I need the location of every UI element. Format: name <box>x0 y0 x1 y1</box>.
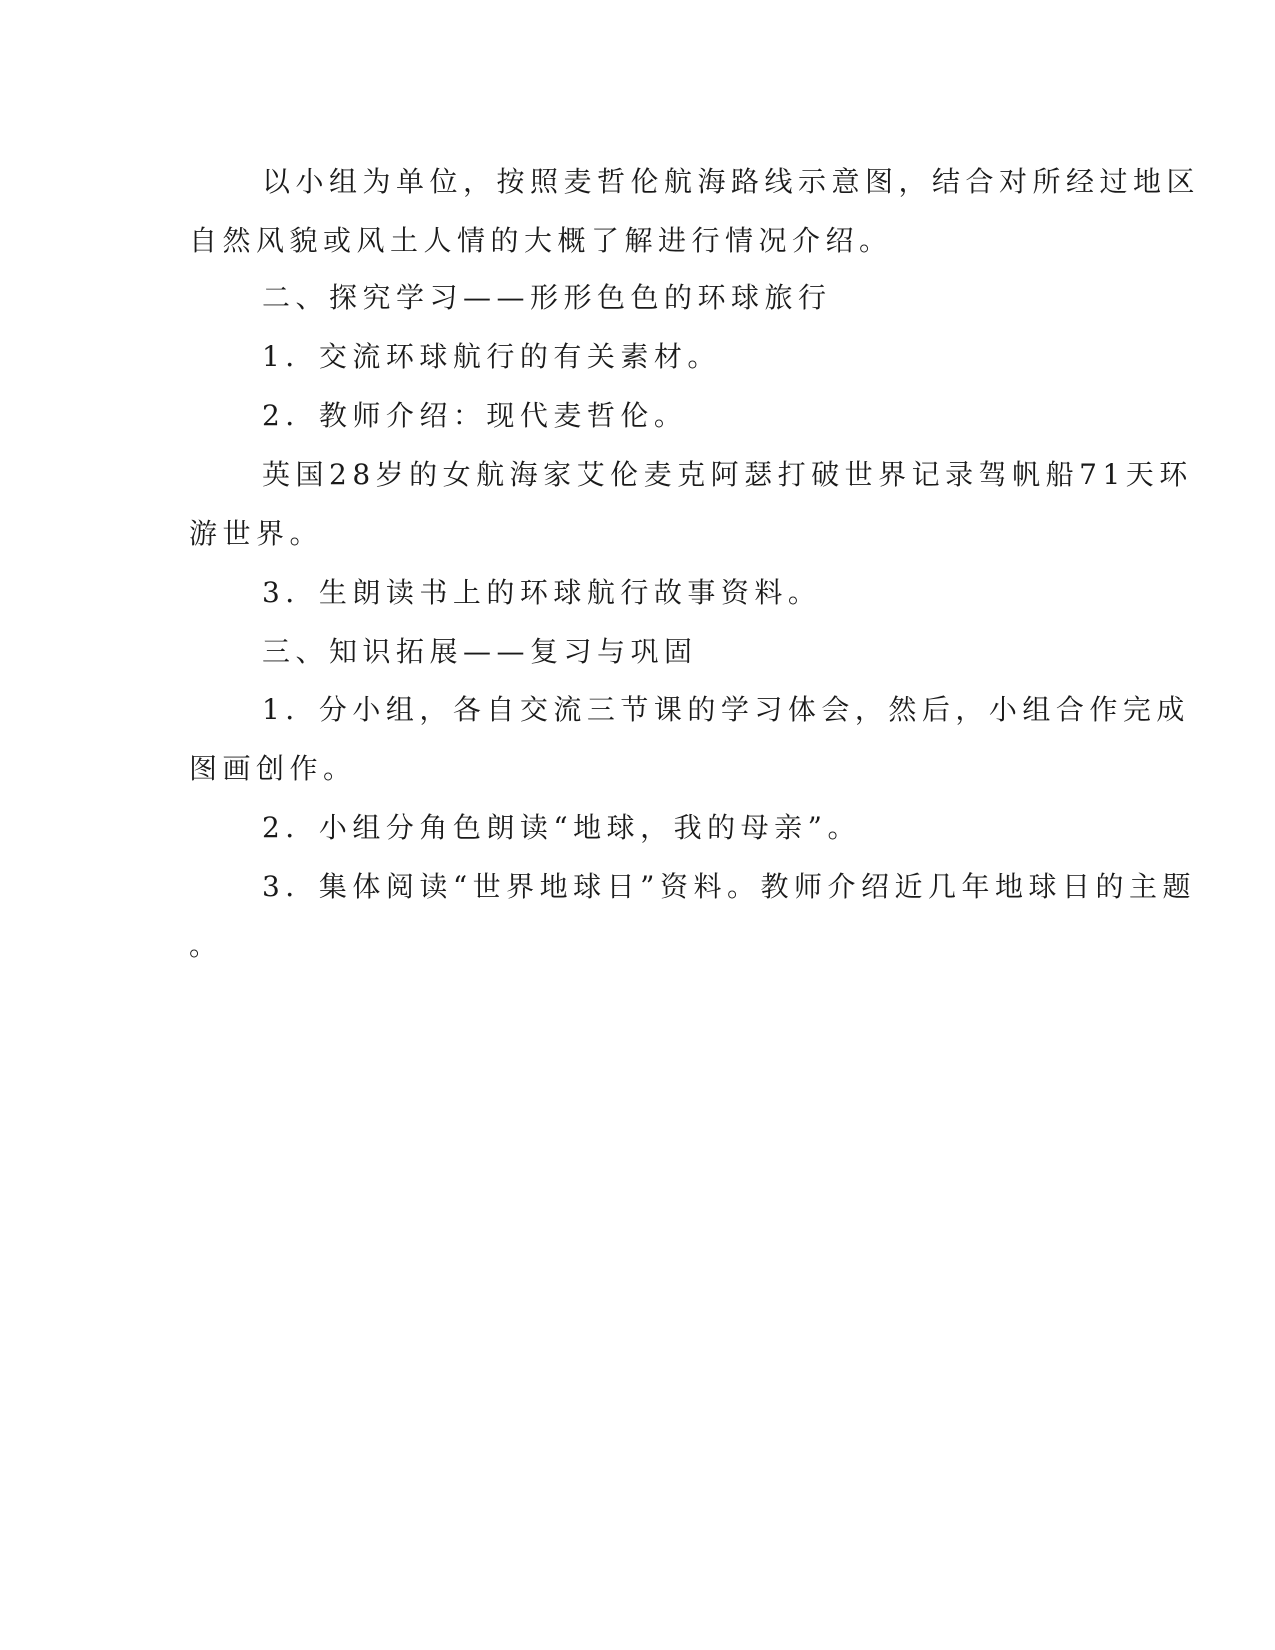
list-item-2-3: 3．生朗读书上的环球航行故事资料。 <box>262 576 822 609</box>
paragraph-intro-line-2: 自然风貌或风土人情的大概了解进行情况介绍。 <box>189 224 893 257</box>
list-item-3-2: 2．小组分角色朗读“地球，我的母亲”。 <box>262 811 861 844</box>
list-item-2-1: 1．交流环球航行的有关素材。 <box>262 340 721 373</box>
paragraph-story-line-1: 英国28岁的女航海家艾伦麦克阿瑟打破世界记录驾帆船71天环 <box>262 458 1193 491</box>
section-heading-3: 三、知识拓展——复习与巩固 <box>262 635 698 668</box>
list-item-3-3-line-1: 3．集体阅读“世界地球日”资料。教师介绍近几年地球日的主题 <box>262 870 1196 903</box>
list-item-2-2: 2．教师介绍：现代麦哲伦。 <box>262 399 688 432</box>
section-heading-2: 二、探究学习——形形色色的环球旅行 <box>262 281 832 314</box>
list-item-3-1-line-1: 1．分小组，各自交流三节课的学习体会，然后，小组合作完成 <box>262 693 1190 726</box>
paragraph-story-line-2: 游世界。 <box>189 517 324 550</box>
list-item-3-3-line-2: 。 <box>189 929 223 962</box>
list-item-3-1-line-2: 图画创作。 <box>189 752 357 785</box>
paragraph-intro-line-1: 以小组为单位，按照麦哲伦航海路线示意图，结合对所经过地区 <box>262 165 1201 198</box>
